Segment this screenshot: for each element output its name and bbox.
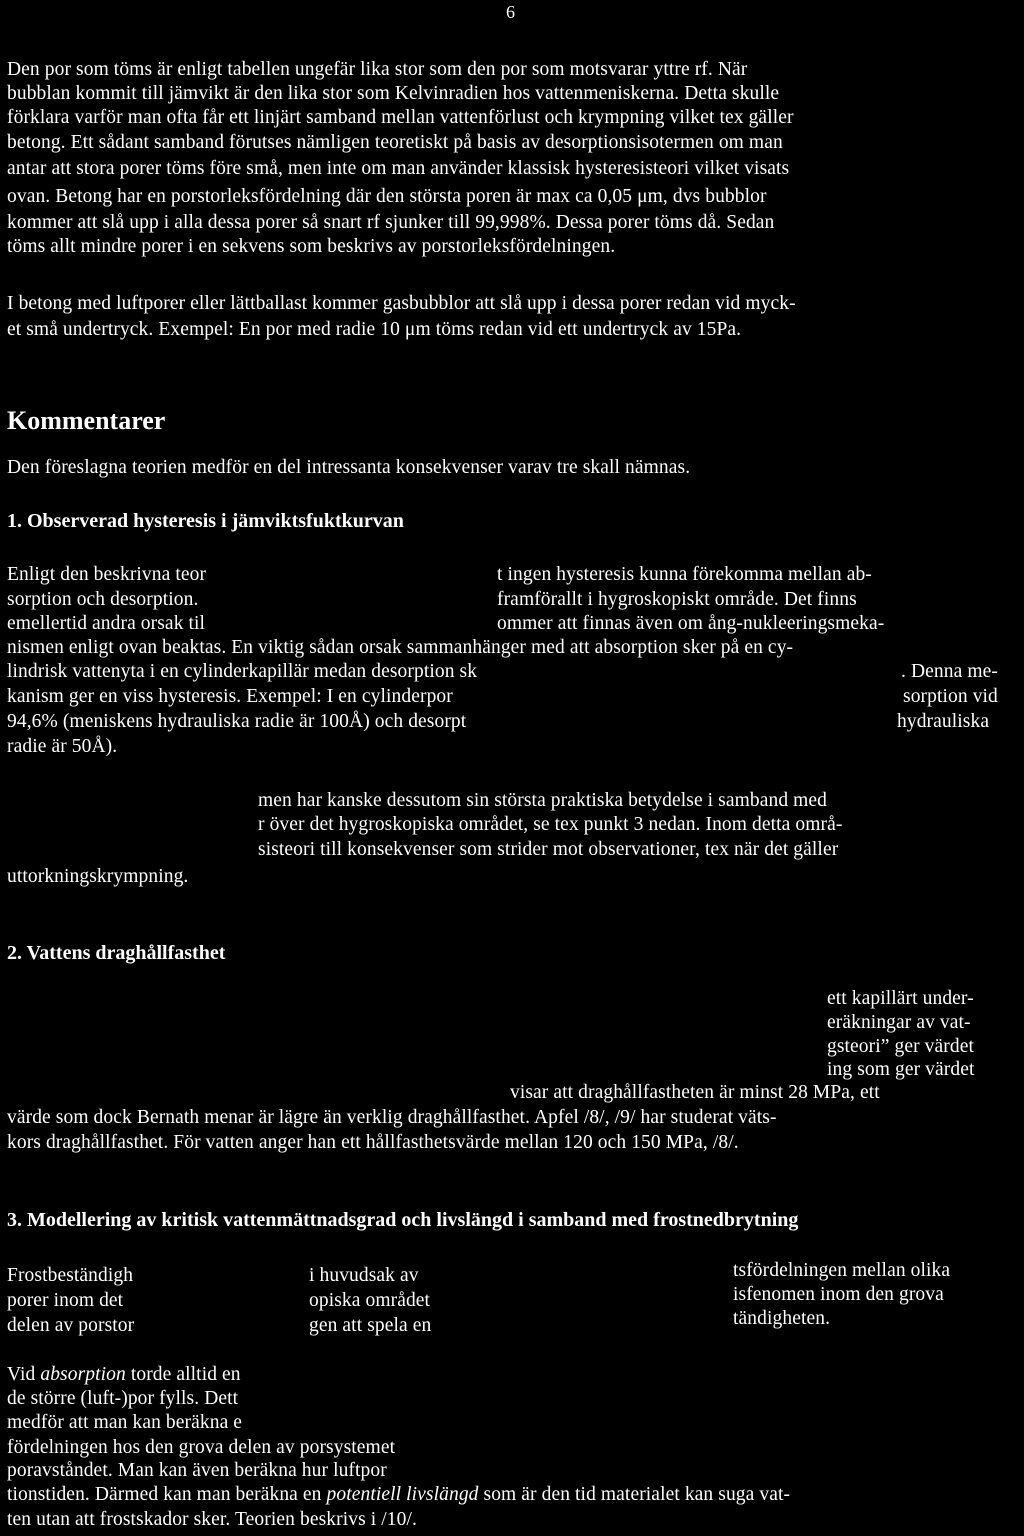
text-line	[7, 1363, 241, 1387]
text-line: ett kapillärt under-	[827, 988, 974, 1009]
text-line: men har kanske dessutom sin största praktiska betydelse i samband med	[258, 790, 828, 811]
text-line: visar att draghållfastheten är minst 28 MPa, ett	[510, 1082, 880, 1103]
heading-hysteresis: 1. Observerad hysteresis i jämviktsfuktkurvan	[7, 510, 404, 532]
text-line: i huvudsak av	[309, 1265, 419, 1286]
text-line: medför att man kan beräkna e	[7, 1412, 243, 1433]
text-line: t ingen hysteresis kunna förekomma mellan ab-	[497, 564, 872, 585]
heading-tensile-strength: 2. Vattens draghållfasthet	[7, 942, 226, 964]
text-span: som är den tid materialet kan suga vat-	[478, 1484, 791, 1505]
text-line: sorption och desorption.	[7, 589, 199, 610]
text-span: tionstiden. Därmed kan man beräkna en	[7, 1484, 327, 1505]
text-line: Frostbeständigh	[7, 1265, 134, 1286]
text-line: nismen enligt ovan beaktas. En viktig sådan orsak sammanhänger med att absorption sker på en cy-	[7, 637, 794, 658]
text-line: fördelningen hos den grova delen av porsystemet	[7, 1437, 396, 1458]
text-line: radie är 50Å).	[7, 736, 118, 757]
text-line: framförallt i hygroskopiskt område. Det finns	[497, 589, 857, 610]
text-line: värde som dock Bernath menar är lägre än verklig draghållfasthet. Apfel /8/, /9/ har studerat väts-	[7, 1107, 777, 1128]
text-line: Den por som töms är enligt tabellen ungefär lika stor som den por som motsvarar yttre rf. När	[7, 59, 748, 80]
text-line: ten utan att frostskador sker. Teorien beskrivs i /10/.	[7, 1509, 417, 1530]
text-line: delen av porstor	[7, 1315, 135, 1336]
text-line: et små undertryck. Exempel: En por med radie 10 μm töms redan vid ett undertryck av 15Pa.	[7, 319, 742, 340]
text-line: betong. Ett sådant samband förutses nämligen teoretiskt på basis av desorptionsisotermen om man	[7, 132, 783, 153]
text-line: r över det hygroskopiska området, se tex punkt 3 nedan. Inom detta områ-	[258, 814, 843, 835]
text-line: tändigheten.	[733, 1308, 831, 1329]
text-line: . Denna me-	[901, 661, 998, 682]
text-line: sorption vid	[903, 686, 998, 707]
text-line: hydrauliska	[897, 711, 990, 732]
text-line: I betong med luftporer eller lättballast kommer gasbubblor att slå upp i dessa porer redan vid myck-	[7, 293, 796, 314]
text-line: eräkningar av vat-	[827, 1012, 971, 1033]
text-line	[7, 1483, 790, 1507]
text-line: Enligt den beskrivna teor	[7, 564, 207, 585]
text-line: gen att spela en	[309, 1315, 432, 1336]
text-line: kors draghållfasthet. För vatten anger han ett hållfasthetsvärde mellan 120 och 150 MPa, /8/.	[7, 1132, 739, 1153]
heading-kommentarer: Kommentarer	[7, 406, 166, 435]
text-line: 94,6% (meniskens hydrauliska radie är 100Å) och desorpt	[7, 711, 467, 732]
text-line: gsteori” ger värdet	[827, 1036, 974, 1057]
text-line: bubblan kommit till jämvikt är den lika stor som Kelvinradien hos vattenmeniskerna. Detta skulle	[7, 83, 780, 104]
text-line: kanism ger en viss hysteresis. Exempel: I en cylinderpor	[7, 686, 453, 707]
text-line: ovan. Betong har en porstorleksfördelning där den största poren är max ca 0,05 μm, dvs bubblor	[7, 186, 767, 207]
text-line: lindrisk vattenyta i en cylinderkapillär medan desorption sk	[7, 661, 478, 682]
intro-text: Den föreslagna teorien medför en del intressanta konsekvenser varav tre skall nämnas.	[7, 457, 691, 478]
text-line: antar att stora porer töms före små, men inte om man använder klassisk hysteresisteori vilket visats	[7, 158, 790, 179]
text-line: ing som ger värdet	[827, 1059, 975, 1080]
text-line: uttorkningskrympning.	[7, 866, 189, 887]
text-line: poravståndet. Man kan även beräkna hur luftpor	[7, 1460, 387, 1481]
text-span: torde alltid en	[125, 1364, 241, 1385]
text-line: porer inom det	[7, 1290, 124, 1311]
text-line: isfenomen inom den grova	[733, 1284, 944, 1305]
heading-frost-modelling: 3. Modellering av kritisk vattenmättnadsgrad och livslängd i samband med frostnedbrytning	[7, 1209, 799, 1231]
text-line: emellertid andra orsak til	[7, 613, 206, 634]
text-span: Vid	[7, 1364, 41, 1385]
text-line: tsfördelningen mellan olika	[733, 1260, 951, 1281]
text-line: förklara varför man ofta får ett linjärt samband mellan vattenförlust och krympning vilket tex gäller	[7, 107, 794, 128]
text-line: de större (luft-)por fylls. Dett	[7, 1388, 239, 1409]
text-line: opiska området	[309, 1290, 431, 1311]
text-line: sisteori till konsekvenser som strider mot observationer, tex när det gäller	[258, 839, 839, 860]
text-line: töms allt mindre porer i en sekvens som beskrivs av porstorleksfördelningen.	[7, 236, 616, 257]
text-line: ommer att finnas även om ång-nukleeringsmeka-	[497, 613, 885, 634]
emphasis-potential-lifetime: potentiell livslängd	[326, 1484, 479, 1505]
emphasis-absorption: absorption	[40, 1364, 126, 1385]
page-number: 6	[506, 2, 515, 22]
text-line: kommer att slå upp i alla dessa porer så snart rf sjunker till 99,998%. Dessa porer töms då. Sedan	[7, 212, 775, 233]
